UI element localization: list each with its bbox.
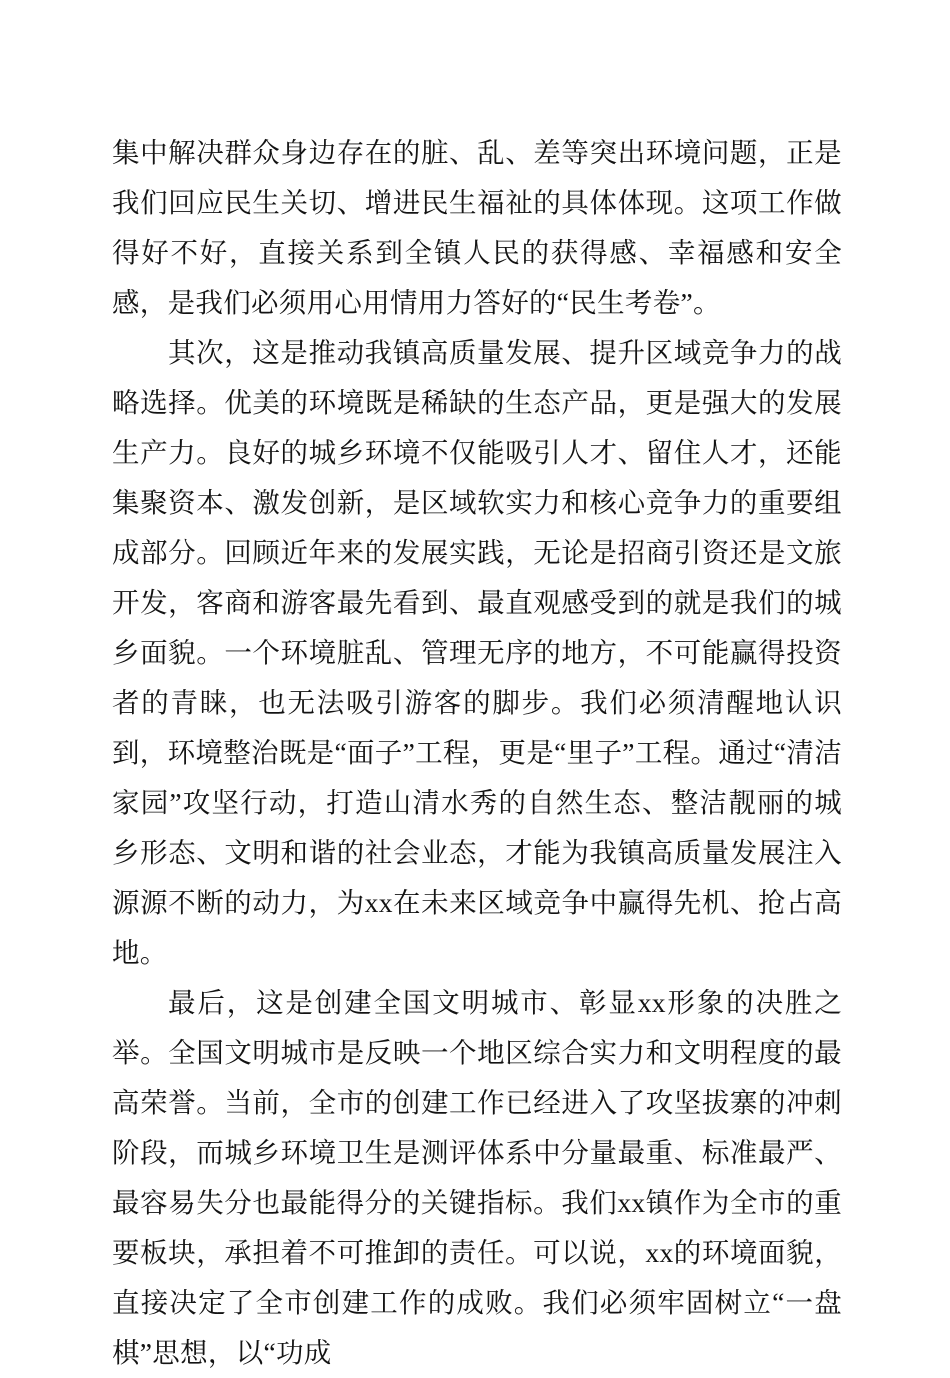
paragraph-2: 其次，这是推动我镇高质量发展、提升区域竞争力的战略选择。优美的环境既是稀缺的生态产品，更是强大的发展生产力。良好的城乡环境不仅能吸引人才、留住人才，还能集聚资本、激发创新，是区域软实力和核心竞争力的重要组成部分。回顾近年来的发展实践，无论是招商引资还是文旅开发，客商和游客最先看到、最直观感受到的就是我们的城乡面貌。一个环境脏乱、管理无序的地方，不可能赢得投资者的青睐，也无法吸引游客的脚步。我们必须清醒地认识到，环境整治既是“面子”工程，更是“里子”工程。通过“清洁家园”攻坚行动，打造山清水秀的自然生态、整洁靓丽的城乡形态、文明和谐的社会业态，才能为我镇高质量发展注入源源不断的动力，为xx在未来区域竞争中赢得先机、抢占高地。 xyxy=(112,337,842,968)
paragraph-3: 最后，这是创建全国文明城市、彰显xx形象的决胜之举。全国文明城市是反映一个地区综合实力和文明程度的最高荣誉。当前，全市的创建工作已经进入了攻坚拔寨的冲刺阶段，而城乡环境卫生是测评体系中分量最重、标准最严、最容易失分也最能得分的关键指标。我们xx镇作为全市的重要板块，承担着不可推卸的责任。可以说，xx的环境面貌，直接决定了全市创建工作的成败。我们必须牢固树立“一盘棋”思想，以“功成 xyxy=(112,987,842,1368)
paragraph-1: 集中解决群众身边存在的脏、乱、差等突出环境问题，正是我们回应民生关切、增进民生福祉的具体体现。这项工作做得好不好，直接关系到全镇人民的获得感、幸福感和安全感，是我们必须用心用情用力答好的“民生考卷”。 xyxy=(112,137,842,318)
document-body xyxy=(112,128,842,1378)
